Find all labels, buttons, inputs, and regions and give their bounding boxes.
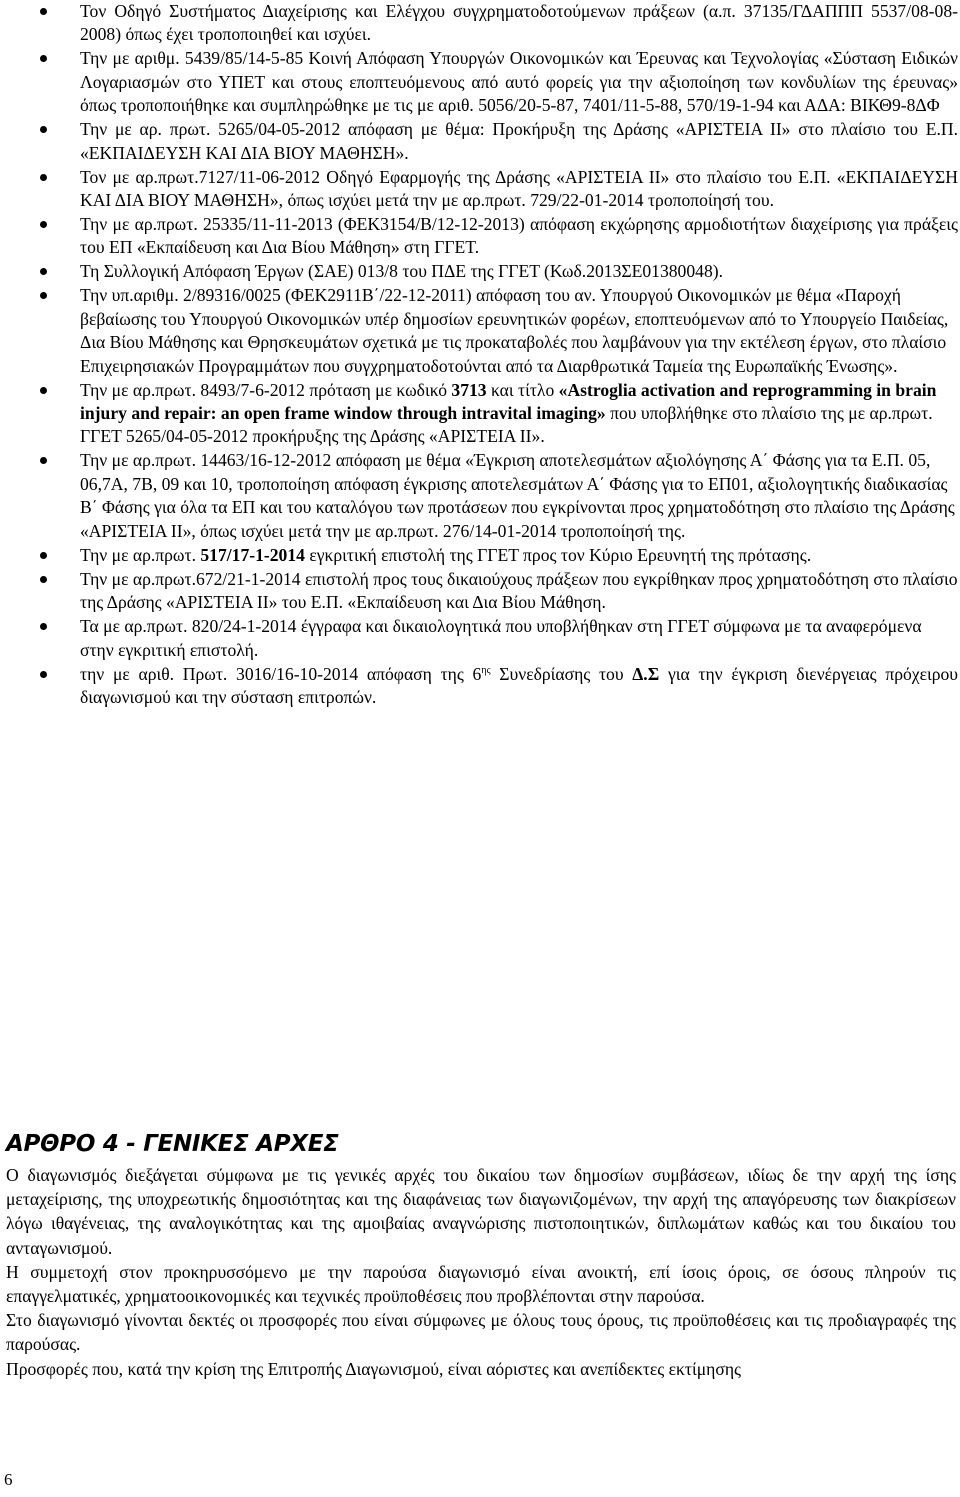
bullet-icon <box>40 576 47 583</box>
list-item-text: Την με αρ.πρωτ. 25335/11-11-2013 (ΦΕΚ3154/Β/12-12-2013) απόφαση εκχώρησης αρμοδιοτήτων διαχείρισης για πράξεις του ΕΠ «Εκπαίδευση και Δια Βίου Μάθηση» στη ΓΓΕΤ. <box>80 214 958 258</box>
article-heading: ΑΡΘΡΟ 4 - ΓΕΝΙΚΕΣ ΑΡΧΕΣ <box>6 1131 339 1157</box>
bullet-icon <box>40 623 47 630</box>
list-item <box>0 260 960 283</box>
list-item <box>0 663 960 710</box>
bullet-icon <box>40 292 47 299</box>
page-number: 6 <box>4 1470 13 1489</box>
bullet-icon <box>40 126 47 133</box>
list-item <box>0 284 960 378</box>
paragraph: Ο διαγωνισμός διεξάγεται σύμφωνα με τις γενικές αρχές του δικαίου των δημοσίων συμβάσεων, ιδίως δε την αρχή της ίσης μεταχείρισης, της υποχρεωτικής δημοσιότητας και της διαφάνειας των διαγωνιζομένων, την αρχή της απαγόρευσης των διακρίσεων λόγω ιθαγένειας, της αναλογικότητας και της αμοιβαίας αναγνώρισης πιστοποιητικών, διπλωμάτων καθώς και του δικαίου του ανταγωνισμού. <box>6 1165 956 1258</box>
list-item-text: Την υπ.αριθμ. 2/89316/0025 (ΦΕΚ2911Β΄/22-12-2011) απόφαση του αν. Υπουργού Οικονομικών με θέμα «Παροχή βεβαίωσης του Υπουργού Οικονομικών υπέρ δημοσίων ερευνητικών φορέων, εποπτευόμενων από το Υπουργείο Παιδείας, Δια Βίου Μάθησης και Θρησκευμάτων σχετικά με τις προκαταβολές που λαμβάνουν για την εκτέλεση έργων, στο πλαίσιο Επιχειρησιακών Προγραμμάτων που συγχρηματοδοτούνται από τα Διαρθρωτικά Ταμεία της Ευρωπαϊκής Ένωσης». <box>80 285 949 376</box>
proposal-code: 3713 <box>451 379 487 400</box>
list-item-text: Την με αρ. πρωτ. 5265/04-05-2012 απόφαση με θέμα: Προκήρυξη της Δράσης «ΑΡΙΣΤΕΙΑ ΙΙ» στο πλαίσιο του Ε.Π. «ΕΚΠΑΙΔΕΥΣΗ ΚΑΙ ΔΙΑ ΒΙΟΥ ΜΑΘΗΣΗ». <box>80 119 958 163</box>
bullet-icon <box>40 55 47 62</box>
letter-reference: 517/17-1-2014 <box>200 544 305 565</box>
bullet-icon <box>40 671 47 678</box>
list-item-text: Τον Οδηγό Συστήματος Διαχείρισης και Ελέγχου συγχρηματοδοτούμενων πράξεων (α.π. 37135/ΓΔΑΠΠΠ 5537/08-08-2008) όπως έχει τροποποιηθεί και ισχύει. <box>80 1 958 45</box>
list-item-text: και τίτλο <box>486 379 559 400</box>
list-item <box>0 615 960 662</box>
paragraph: Προσφορές που, κατά την κρίση της Επιτροπής Διαγωνισμού, είναι αόριστες και ανεπίδεκτες εκτίμησης <box>6 1358 742 1379</box>
list-item-text: Την με αρ.πρωτ. 8493/7-6-2012 πρόταση με κωδικό <box>80 379 452 400</box>
bullet-icon <box>40 457 47 464</box>
list-item-text: Την με αρ.πρωτ. <box>80 544 201 565</box>
list-item-text: Την με αρ.πρωτ.672/21-1-2014 επιστολή προς τους δικαιούχους πράξεων που εγκρίθηκαν προς χρηματοδότηση στο πλαίσιο της Δράσης «ΑΡΙΣΤΕΙΑ ΙΙ» του Ε.Π. «Εκπαίδευση και Δια Βίου Μάθηση. <box>80 568 958 613</box>
list-item-text: Την με αριθμ. 5439/85/14-5-85 Κοινή Απόφαση Υπουργών Οικονομικών και Έρευνας και Τεχνολογίας «Σύσταση Ειδικών Λογαριασμών στο ΥΠΕΤ και στους εποπτευόμενους από αυτό φορείς για την αξιοποίηση των κονδυλίων της έρευνας» όπως τροποποιήθηκε και συμπληρώθηκε με τις με αριθ. 5056/20-5-87, 7401/11-5-88, 570/19-1-94 και ΑΔΑ: ΒΙΚΘ9-8ΔΦ <box>80 48 958 116</box>
list-item <box>0 166 960 213</box>
list-item <box>0 47 960 117</box>
list-item-text: Τα με αρ.πρωτ. 820/24-1-2014 έγγραφα και δικαιολογητικά που υποβλήθηκαν στη ΓΓΕΤ σύμφωνα με τα αναφερόμενα στην εγκριτική επιστολή. <box>80 616 922 660</box>
list-item-text: Τον με αρ.πρωτ.7127/11-06-2012 Οδηγό Εφαρμογής της Δράσης «ΑΡΙΣΤΕΙΑ ΙΙ» στο πλαίσιο του Ε.Π. «ΕΚΠΑΙΔΕΥΣΗ ΚΑΙ ΔΙΑ ΒΙΟΥ ΜΑΘΗΣΗ», όπως ισχύει μετά την με αρ.πρωτ. 729/22-01-2014 τροποποίησή του. <box>80 166 958 211</box>
bullet-icon <box>40 174 47 181</box>
bullet-icon <box>40 8 47 15</box>
list-item-text: Την με αρ.πρωτ. 14463/16-12-2012 απόφαση με θέμα «Έγκριση αποτελεσμάτων αξιολόγησης Α΄ Φάσης για τα Ε.Π. 05, 06,7Α, 7Β, 09 και 10, τροποποίηση απόφαση έγκρισης αποτελεσμάτων Α΄ Φάσης για το ΕΠ01, αξιολογητικής διαδικασίας Β΄ Φάσης για όλα τα ΕΠ και του καταλόγου των προτάσεων που εγκρίνονται προς χρηματοδότηση στο πλαίσιο της Δράσης «ΑΡΙΣΤΕΙΑ ΙΙ», όπως ισχύει μετά την με αρ.πρωτ. 276/14-01-2014 τροποποίησή της. <box>80 450 955 541</box>
ordinal-suffix: ης <box>481 664 491 676</box>
article-body <box>6 1163 956 1381</box>
bullet-icon <box>40 387 47 394</box>
list-item <box>0 449 960 543</box>
list-item <box>0 568 960 615</box>
list-item <box>0 379 960 449</box>
list-item <box>0 213 960 260</box>
list-item-text: για την έγκριση διενέργειας πρόχειρου διαγωνισμού και την σύσταση επιτροπών. <box>80 663 958 707</box>
list-item-text: Τη Συλλογική Απόφαση Έργων (ΣΑΕ) 013/8 του ΠΔΕ της ΓΓΕΤ (Κωδ.2013ΣΕ01380048). <box>80 261 724 282</box>
paragraph: Η συμμετοχή στον προκηρυσσόμενο με την παρούσα διαγωνισμό είναι ανοικτή, επί ίσοις όροις, σε όσους πληρούν τις επαγγελματικές, χρηματοοικονομικές και τεχνικές προϋποθέσεις που προβλέπονται στην παρούσα. <box>6 1261 956 1307</box>
list-item-text: την με αριθ. Πρωτ. 3016/16-10-2014 απόφαση της 6 <box>80 663 482 684</box>
list-item-text: εγκριτική επιστολή της ΓΓΕΤ προς τον Κύριο Ερευνητή της πρότασης. <box>304 544 812 565</box>
list-item <box>0 118 960 165</box>
list-item-text: που υποβλήθηκε στο πλαίσιο της με αρ.πρωτ. ΓΓΕΤ 5265/04-05-2012 προκήρυξης της Δράσης «ΑΡΙΣΤΕΙΑ ΙΙ». <box>80 403 933 447</box>
bullet-icon <box>40 221 47 228</box>
list-item-text: Συνεδρίασης του <box>490 663 633 684</box>
bullet-icon <box>40 268 47 275</box>
paragraph: Στο διαγωνισμό γίνονται δεκτές οι προσφορές που είναι σύμφωνες με όλους τους όρους, τις προϋποθέσεις και τις προδιαγραφές της παρούσας. <box>6 1310 956 1355</box>
list-item <box>0 544 960 567</box>
board-abbreviation: Δ.Σ <box>632 663 660 684</box>
list-item <box>0 0 960 47</box>
proposal-title: «Astroglia activation and reprogramming in brain injury and repair: an open frame window through intravital imaging» <box>80 379 937 424</box>
considerations-list <box>0 0 960 710</box>
bullet-icon <box>40 552 47 559</box>
